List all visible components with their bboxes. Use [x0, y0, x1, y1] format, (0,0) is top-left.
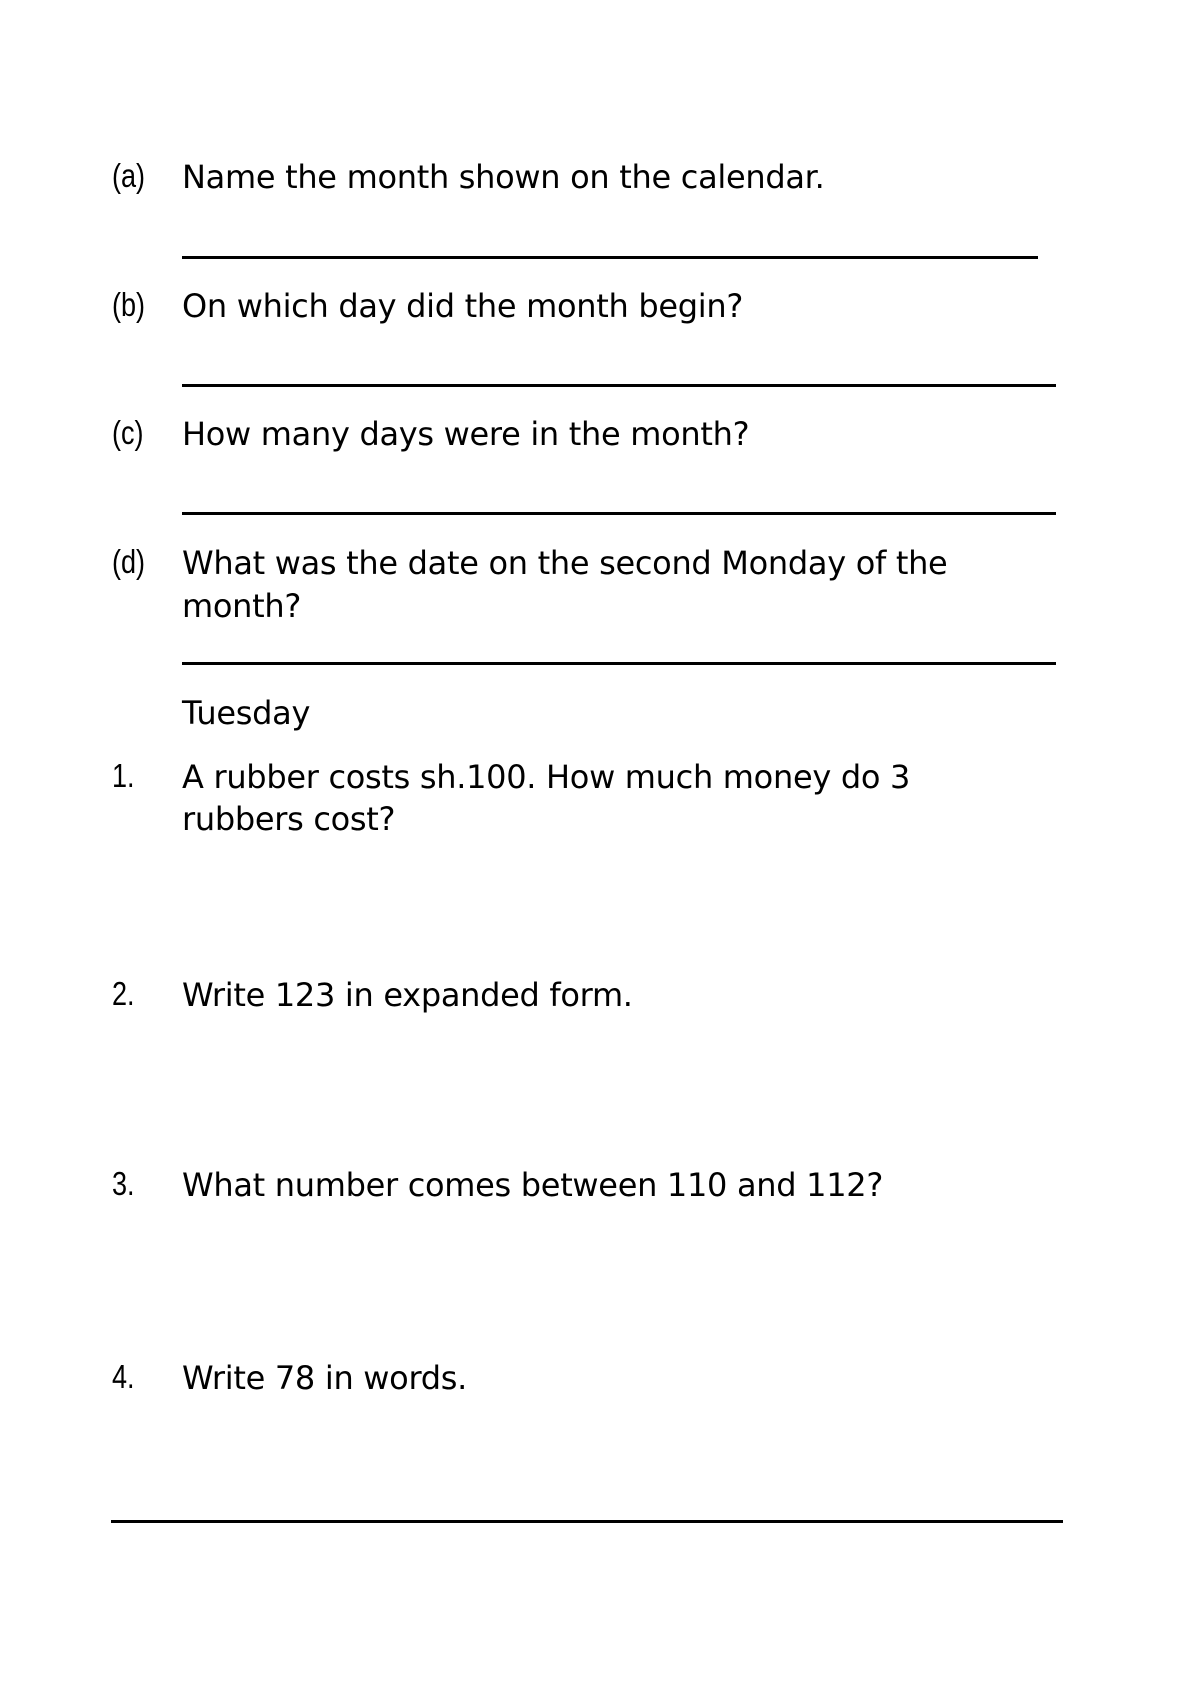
question-text-2: Write 123 in expanded form.: [182, 976, 633, 1014]
question-text-4: Write 78 in words.: [182, 1359, 467, 1397]
question-label-a: (a): [112, 157, 146, 194]
question-label-b: (b): [112, 286, 146, 323]
answer-line-a[interactable]: [182, 256, 1038, 259]
question-text-3: What number comes between 110 and 112?: [182, 1166, 884, 1204]
question-label-3: 3.: [112, 1165, 135, 1202]
question-label-1: 1.: [112, 757, 135, 794]
question-text-a: Name the month shown on the calendar.: [182, 158, 825, 196]
question-text-d-line1: What was the date on the second Monday of the: [182, 544, 948, 582]
answer-line-b[interactable]: [182, 384, 1056, 387]
question-label-4: 4.: [112, 1358, 135, 1395]
question-text-1-line2: rubbers cost?: [182, 800, 396, 838]
question-label-2: 2.: [112, 975, 135, 1012]
answer-line-d[interactable]: [182, 662, 1056, 665]
answer-line-4[interactable]: [111, 1520, 1063, 1523]
question-label-d: (d): [112, 543, 146, 580]
question-label-c: (c): [112, 414, 144, 451]
answer-line-c[interactable]: [182, 512, 1056, 515]
question-text-1-line1: A rubber costs sh.100. How much money do 3: [182, 758, 911, 796]
question-text-b: On which day did the month begin?: [182, 287, 744, 325]
question-text-d-line2: month?: [182, 587, 302, 625]
section-heading-tuesday: Tuesday: [182, 694, 311, 732]
question-text-c: How many days were in the month?: [182, 415, 750, 453]
